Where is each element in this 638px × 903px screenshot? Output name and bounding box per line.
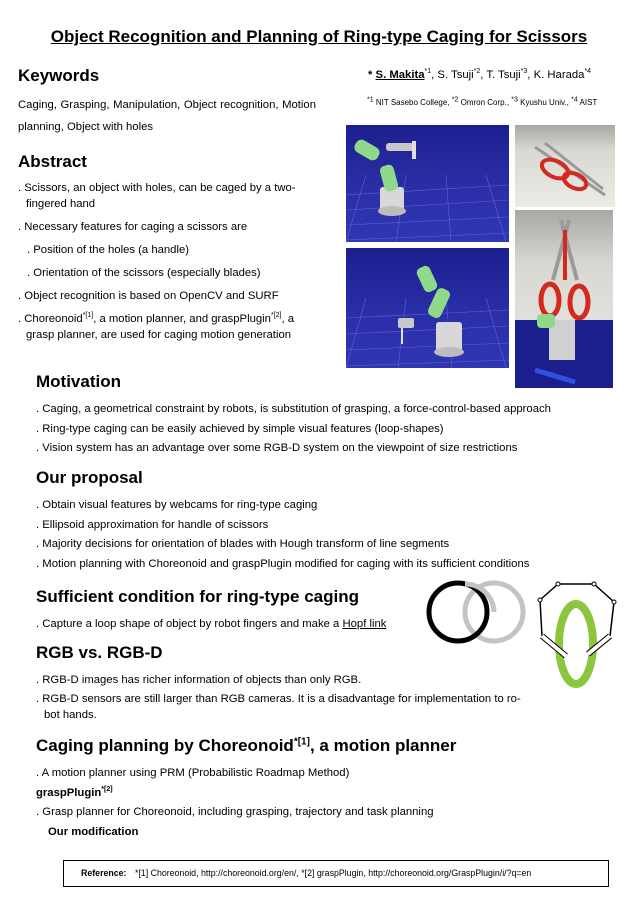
abstract-item: . Object recognition is based on OpenCV and SURF: [18, 290, 279, 302]
author-list: * S. Makita$^{*1}$, S. Tsuji$^{*2}$, T. Tsuji$^{*3}$, K. Harada$^{*4}$: [368, 68, 592, 81]
abstract-item: . Necessary features for caging a scissors are: [18, 221, 248, 233]
scissors-caging-graphic: [515, 210, 613, 388]
motivation-line: . Vision system has an advantage over some RGB-D system on the viewpoint of size restrictions: [36, 442, 518, 454]
robot-arm-graphic: [346, 125, 509, 242]
rgb-line: . RGB-D sensors are still larger than RGB cameras. It is a disadvantage for implementation to ro- bot hands.: [36, 692, 521, 721]
motivation-line: . Caging, a geometrical constraint by robots, is substitution of grasping, a force-control-based approach: [36, 403, 551, 415]
rgb-line: . RGB-D images has richer information of objects than only RGB.: [36, 674, 362, 686]
reference-box: [63, 860, 609, 887]
motivation-section: [36, 372, 596, 459]
caging-line: . A motion planner using PRM (Probabilistic Roadmap Method): [36, 767, 350, 779]
reference-label: Reference:: [81, 868, 127, 878]
proposal-line: . Motion planning with Choreonoid and graspPlugin modified for caging with its sufficient conditions: [36, 557, 530, 570]
proposal-section: [36, 468, 596, 574]
hopf-link-term: Hopf link: [342, 618, 387, 630]
simulation-image-1: [346, 125, 509, 242]
reference-text: *[1] Choreonoid, http://choreonoid.org/en/, *[2] graspPlugin, http://choreonoid.org/GraspPlugin/i/?q=en: [134, 868, 532, 878]
abstract-heading: Abstract: [18, 152, 87, 171]
hopf-link-diagram: [422, 578, 532, 646]
keywords-heading: Keywords: [18, 66, 100, 85]
paper-title: Object Recognition and Planning of Ring-type Caging for Scissors: [50, 27, 588, 46]
left-column: [18, 66, 316, 350]
modification-label: Our modification: [48, 825, 139, 838]
scissors-photo-1: [515, 125, 615, 207]
graspplugin-label: graspPlugin$^{*[2]}$: [36, 785, 113, 799]
lead-author: S. Makita: [375, 69, 425, 81]
robot-arm-graphic: [346, 248, 509, 368]
sufficient-line: . Capture a loop shape of object by robot fingers and make a Hopf link: [36, 618, 387, 630]
motivation-line: . Ring-type caging can be easily achieved by simple visual features (loop-shapes): [36, 422, 444, 435]
sufficient-heading: Sufficient condition for ring-type caging: [36, 587, 359, 606]
caging-line: . Grasp planner for Choreonoid, including grasping, trajectory and task planning: [36, 806, 434, 818]
abstract-subitem: . Orientation of the scissors (especially blades): [27, 267, 261, 279]
proposal-line: . Ellipsoid approximation for handle of scissors: [36, 518, 269, 531]
motivation-heading: Motivation: [36, 372, 121, 391]
abstract-subitem: . Position of the holes (a handle): [27, 244, 190, 256]
scissors-graphic: [515, 125, 615, 207]
scissors-photo-2: [515, 210, 613, 388]
caging-section: [36, 736, 596, 842]
affiliations: $^{*1}$ NIT Sasebo College, $^{*2}$ Omron Corp., $^{*3}$ Kyushu Univ., $^{*4}$ AIST: [367, 96, 598, 107]
caging-heading: Caging planning by Choreonoid$^{*[1]}$, a motion planner: [36, 736, 457, 755]
proposal-heading: Our proposal: [36, 468, 143, 487]
abstract-item: . Scissors, an object with holes, can be caged by a two- fingered hand: [18, 182, 296, 210]
proposal-line: . Obtain visual features by webcams for ring-type caging: [36, 499, 318, 511]
keywords-text: Caging, Grasping, Manipulation, Object recognition, Motion planning, Object with holes: [18, 99, 316, 133]
rgb-heading: RGB vs. RGB-D: [36, 643, 163, 662]
abstract-item: . Choreonoid$^{*[1]}$, a motion planner, and graspPlugin$^{*[2]}$, a grasp planner, are used for caging motion generation: [18, 312, 295, 341]
simulation-image-2: [346, 248, 509, 368]
rgb-section: [36, 643, 596, 726]
proposal-line: . Majority decisions for orientation of blades with Hough transform of line segments: [36, 538, 450, 550]
